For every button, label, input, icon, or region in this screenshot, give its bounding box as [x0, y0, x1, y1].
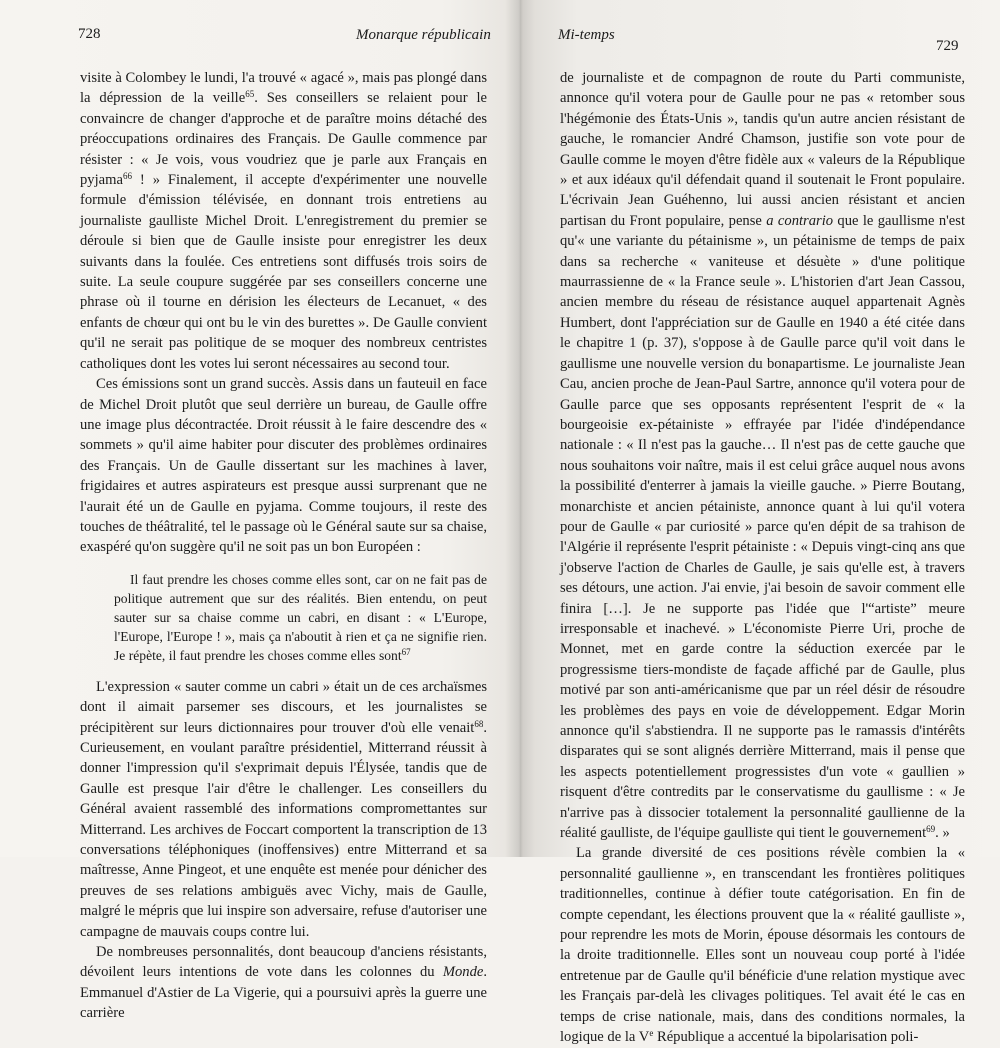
text-run: Il faut prendre les choses comme elles sont, car on ne fait pas de politique autrement que sur des réalités. Bien entendu, on peut sauter sur sa chaise comme un cabri, en disant : « L'Europe, l'Europe, l'Europe ! », mais ça n'aboutit à rien et ça ne signifie rien. Je répète, il faut prendre les choses comme elles sont [114, 571, 487, 663]
text-run: . Ses conseillers se relaient pour le convaincre de changer d'approche et de paraître moins détaché des préoccupations ordinaires des Français. De Gaulle commence par résister : « Je vois, vous voudriez que je parle aux Français en pyjama [80, 90, 488, 189]
paragraph [80, 68, 487, 374]
right-text-column [560, 68, 965, 1048]
left-text-column [80, 68, 487, 1024]
running-head-right: Mi-temps [558, 27, 615, 43]
running-head-left: Monarque républicain [356, 27, 491, 43]
block-quote [114, 570, 487, 665]
footnote-ref-67[interactable]: 67 [401, 646, 411, 657]
text-run: République a accentué la bipolarisation poli- [653, 1029, 919, 1046]
text-run: . » [935, 825, 950, 842]
text-run: . Curieusement, en voulant paraître présidentiel, Mitterrand réussit à donner l'impression qu'il s'exprimait depuis l'Élysée, tandis que de Gaulle est presque l'air d'être le challenger. Les conseillers du Général avaient rassemblé des informations compromettantes sur Mitterrand. Les archives de Foccart comportent la transcription de 13 conversations téléphoniques (inoffensives) entre Mitterrand et sa maîtresse, Anne Pingeot, et une enquête est menée pour dénicher des preuves de ses relations ambiguës avec Vichy, mais de Gaulle, malgré le mépris que lui inspire son adversaire, refuse d'autoriser une campagne de mauvais coups contre lui. [80, 719, 487, 940]
footnote-ref-65[interactable]: 65 [245, 89, 255, 100]
book-gutter-shadow [505, 0, 535, 857]
text-run: visite à Colombey le lundi, l'a trouvé « agacé », mais pas plongé dans la dépression de la veille [80, 70, 487, 107]
italic-title: Monde [442, 964, 484, 981]
text-run: L'expression « sauter comme un cabri » était un de ces archaïsmes dont il aimait parsemer ses discours, et les journalistes se précipitèrent sur leurs dictionnaires pour trouver d'où elle venait [80, 678, 487, 736]
paragraph [560, 68, 965, 843]
italic-phrase: a contrario [766, 212, 834, 229]
paragraph [80, 677, 487, 942]
footnote-ref-69[interactable]: 69 [926, 824, 936, 835]
right-page [520, 0, 1000, 1046]
text-run: . Emmanuel d'Astier de La Vigerie, qui a poursuivi après la guerre une carrière [80, 964, 487, 1022]
paragraph [560, 843, 965, 1047]
text-run: que le gaullisme n'est qu'« une variante du pétainisme », un pétainisme de temps de paix dans sa recherche « vaniteuse et désuète » d'une politique maurrassienne de « la France seule ». L'historien d'art Jean Cassou, ancien membre du réseau de résistance auquel appartenait Agnès Humbert, dont l'appréciation sur de Gaulle en 1940 a été citée dans le chapitre 1 (p. 37), s'oppose à de Gaulle parce qu'il voit dans le gaullisme une nouvelle version du bonapartisme. Le journaliste Jean Cau, ancien proche de Jean-Paul Sartre, annonce qu'il votera pour de Gaulle parce que ses opposants représentent l'esprit de « la bourgeoisie ex-pétainiste » effrayée par l'idée d'indépendance nationale : « Il n'est pas la gauche… Il n'est pas de cette gauche que nous souhaitons voir naître, mais il est celui grâce auquel nous avons la possibilité d'enterrer à jamais la vieille gauche. » Pierre Boutang, monarchiste et ancien pétainiste, annonce quant à lui qu'il votera pour de Gaulle « par curiosité » parce qu'en dépit de sa trahison de l'Algérie il représente l'esprit pétainiste : « Depuis vingt-cinq ans que j'observe l'action de Charles de Gaulle, je sais qu'elle est, à travers ses détours, une action. J'ai envie, j'ai besoin de savoir comment elle finira […]. Je ne supporte pas l'idée que l'“artiste” meure irresponsable et inachevé. » L'économiste Pierre Uri, proche de Monnet, met en garde contre la séduction exercée par le progressisme tiers-mondiste de façade affiché par de Gaulle, plus motivé par son anti-américanisme que par un réel désir de résoudre les problèmes des pays en voie de développement. Edgar Morin annonce qu'il s'abstiendra. Il ne supporte pas le ramassis d'intérêts disparates qui se sont alignés derrière Mitterrand, mais il pense que les aspects potentiellement progressistes d'un vote « gaullien » risquent d'être contredits par le conservatisme du gaullisme : « Je n'arrive pas à dissocier totalement la personnalité gaullienne de la réalité gaulliste, de l'équipe gaulliste qui tient le gouvernement [560, 212, 965, 842]
text-run: de journaliste et de compagnon de route du Parti communiste, annonce qu'il votera pour de Gaulle pour ne pas « retomber sous l'hégémonie des États-Unis », tandis qu'un autre ancien résistant de gauche, le romancier André Chamson, justifie son vote pour de Gaulle comme le moyen d'être fidèle aux « valeurs de la République » et aux idéaux qu'il défendait quand il soutenait le Front populaire. L'écrivain Jean Guéhenno, lui aussi ancien résistant et ancien partisan du Front populaire, pense [560, 70, 965, 229]
quote-text [114, 570, 487, 665]
footnote-ref-66[interactable]: 66 [122, 171, 132, 182]
text-run: ! » Finalement, il accepte d'expérimenter une nouvelle formule d'émission télévisée, en donnant trois entretiens au journaliste gaulliste Michel Droit. L'enregistrement du premier se déroule si bien que de Gaulle insiste pour enregistrer les deux suivants dans la foulée. Ces entretiens sont diffusés trois soirs de suite. La seule coupure suggérée par ses conseillers concerne une phrase où il tourne en dérision les électeurs de Lecanuet, « des enfants de chœur qui ont bu le vin des burettes ». De Gaulle convient qu'il ne serait pas politique de se moquer des nombreux centristes catholiques dont les votes lui seront nécessaires au second tour. [80, 172, 487, 372]
paragraph [80, 942, 487, 1024]
page-number-right: 729 [936, 38, 959, 54]
footnote-ref-68[interactable]: 68 [474, 718, 484, 729]
page-number-left: 728 [78, 26, 101, 42]
superscript: e [649, 1028, 654, 1039]
paragraph: Ces émissions sont un grand succès. Assis dans un fauteuil en face de Michel Droit plutôt que seul derrière un bureau, de Gaulle offre une image plus décontractée. Droit réussit à le faire descendre des « sommets » qu'il aime habiter pour discuter des problèmes ordinaires des Français. Un de Gaulle dissertant sur les machines à laver, frigidaires et autres aspirateurs est presque aussi surprenant que ne l'aurait été un de Gaulle en pyjama. Comme toujours, il reste des touches de théâtralité, tel le passage où le Général saute sur sa chaise, exaspéré qu'on suggère qu'il ne soit pas un bon Européen : [80, 376, 487, 556]
text-run: De nombreuses personnalités, dont beaucoup d'anciens résistants, dévoilent leurs intentions de vote dans les colonnes du [80, 944, 487, 981]
text-run: La grande diversité de ces positions révèle combien la « personnalité gaullienne », en transcendant les frontières politiques traditionnelles, continue à défier toute catégorisation. En fin de compte cependant, les élections prouvent que la « réalité gaulliste », pour reprendre les mots de Morin, épouse désormais les contours de la droite traditionnelle. Elles sont un nouveau coup porté à l'idée entretenue par de Gaulle qu'il bénéficie d'une relation mystique avec les Français par-delà les clivages politiques. Tel avait été le cas en temps de crise nationale, mais, dans des conditions normales, la logique de la V [560, 845, 965, 1046]
